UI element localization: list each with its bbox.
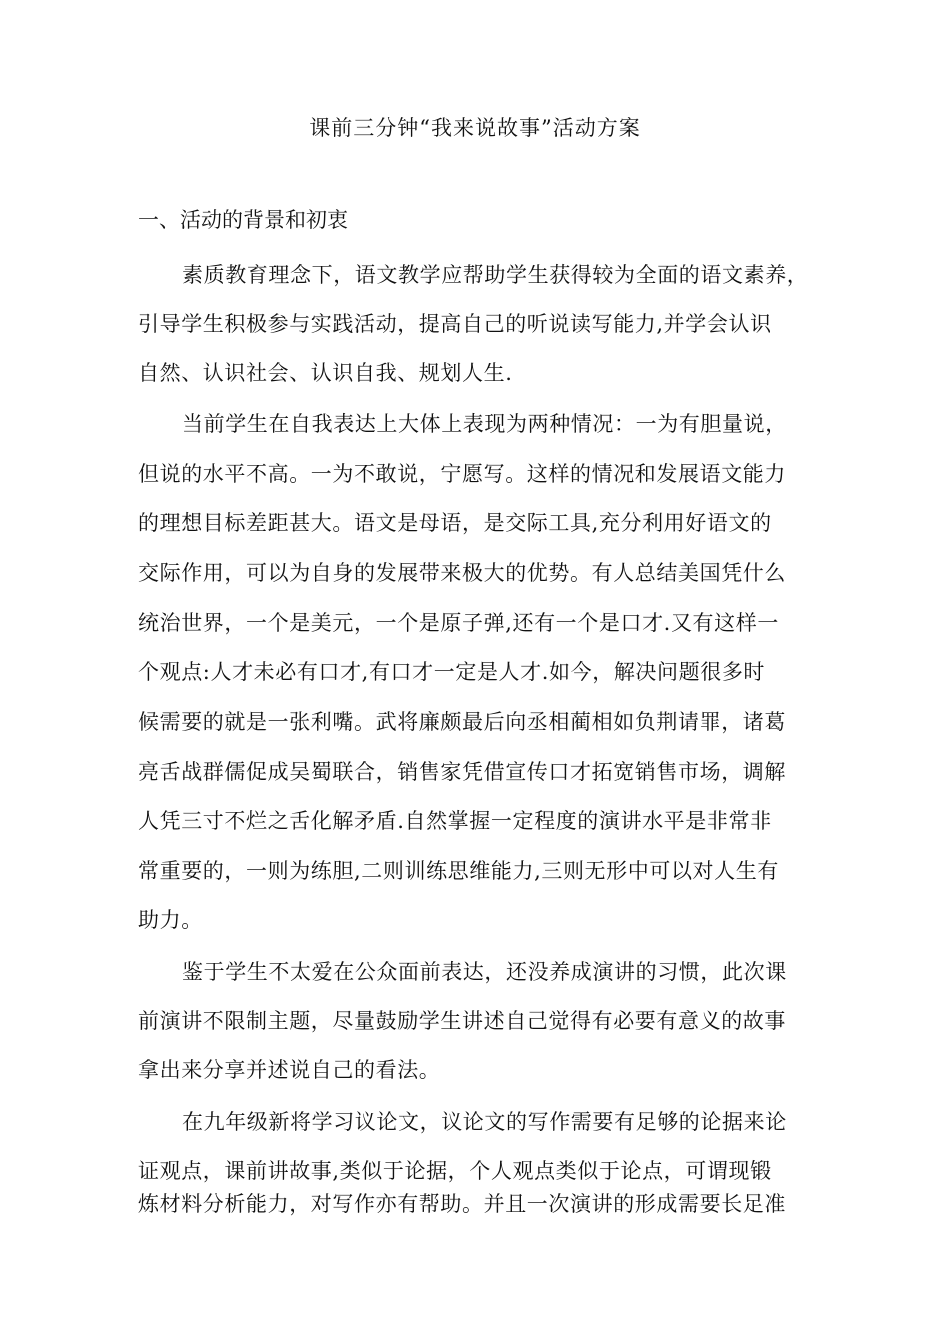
document-title: 课前三分钟“我来说故事”活动方案 <box>309 116 641 140</box>
paragraph-line: 常重要的，一则为练胆,二则训练思维能力,三则无形中可以对人生有 <box>138 859 779 883</box>
paragraph-line: 炼材料分析能力，对写作亦有帮助。并且一次演讲的形成需要长足准 <box>138 1192 786 1216</box>
paragraph-line: 统治世界，一个是美元，一个是原子弹,还有一个是口才.又有这样一 <box>138 611 779 635</box>
paragraph-line: 在九年级新将学习议论文，议论文的写作需要有足够的论据来论 <box>182 1110 787 1134</box>
paragraph-line: 素质教育理念下，语文教学应帮助学生获得较为全面的语文素养， <box>182 263 809 287</box>
paragraph-line: 个观点:人才未必有口才,有口才一定是人才.如今，解决问题很多时 <box>138 660 766 684</box>
paragraph-line: 候需要的就是一张利嘴。武将廉颇最后向丞相蔺相如负荆请罪，诸葛 <box>138 710 786 734</box>
paragraph-line: 证观点，课前讲故事,类似于论据，个人观点类似于论点，可谓现锻 <box>138 1159 772 1183</box>
paragraph-line: 自然、认识社会、认识自我、规划人生. <box>138 361 513 385</box>
paragraph-line: 引导学生积极参与实践活动，提高自己的听说读写能力,并学会认识 <box>138 312 772 336</box>
paragraph-line: 亮舌战群儒促成吴蜀联合，销售家凭借宣传口才拓宽销售市场，调解 <box>138 760 786 784</box>
paragraph-line: 拿出来分享并述说自己的看法。 <box>138 1058 441 1082</box>
paragraph-line: 当前学生在自我表达上大体上表现为两种情况：一为有胆量说， <box>182 412 787 436</box>
section-heading: 一、活动的背景和初衷 <box>138 208 348 232</box>
paragraph-line: 人凭三寸不烂之舌化解矛盾.自然掌握一定程度的演讲水平是非常非 <box>138 809 772 833</box>
paragraph-line: 但说的水平不高。一为不敢说，宁愿写。这样的情况和发展语文能力 <box>138 462 786 486</box>
paragraph-line: 鉴于学生不太爱在公众面前表达，还没养成演讲的习惯，此次课 <box>182 960 787 984</box>
paragraph-line: 交际作用，可以为自身的发展带来极大的优势。有人总结美国凭什么 <box>138 561 786 585</box>
paragraph-line: 的理想目标差距甚大。语文是母语，是交际工具,充分利用好语文的 <box>138 511 772 535</box>
paragraph-line: 前演讲不限制主题，尽量鼓励学生讲述自己觉得有必要有意义的故事 <box>138 1009 786 1033</box>
paragraph-line: 助力。 <box>138 908 203 932</box>
